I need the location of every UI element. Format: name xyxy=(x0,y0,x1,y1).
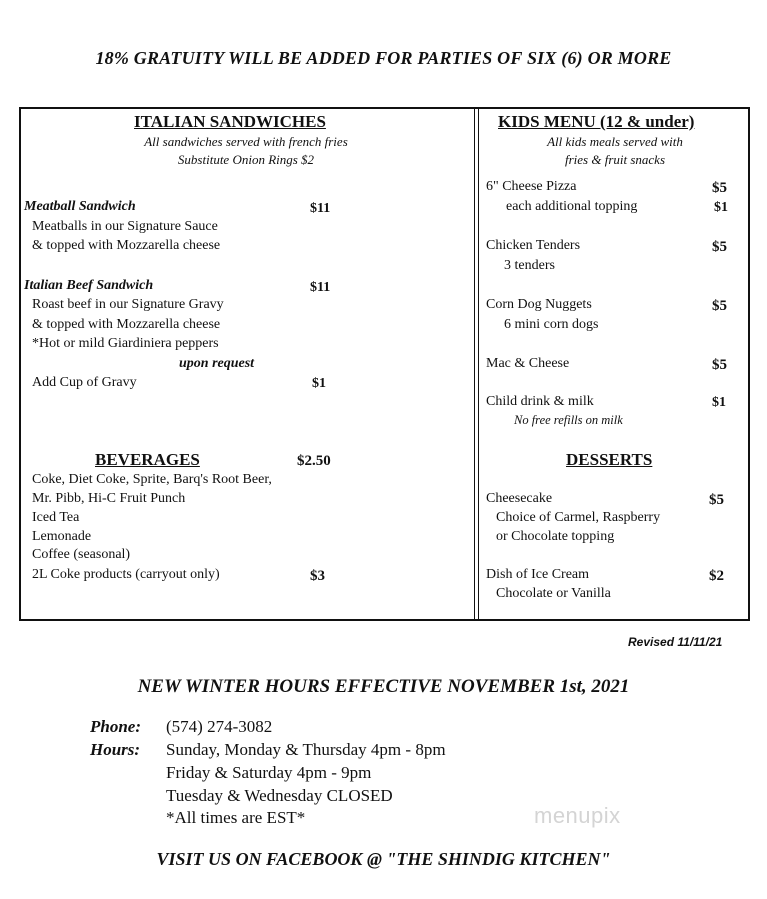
hours-line-2: Friday & Saturday 4pm - 9pm xyxy=(166,763,372,782)
beverages-line-4: Lemonade xyxy=(32,529,92,544)
beverages-price: $2.50 xyxy=(297,453,331,469)
beverages-line-5: Coffee (seasonal) xyxy=(32,547,131,562)
desserts-title: DESSERTS xyxy=(566,450,653,469)
mac-and-cheese-name: Mac & Cheese xyxy=(486,356,570,371)
child-drink-note: No free refills on milk xyxy=(514,413,623,427)
kids-menu-title: KIDS MENU (12 & under) xyxy=(498,112,695,131)
hours-line-1: Sunday, Monday & Thursday 4pm - 8pm xyxy=(166,740,446,759)
beverages-line-2: Mr. Pibb, Hi-C Fruit Punch xyxy=(32,491,186,506)
chicken-tenders-name: Chicken Tenders xyxy=(486,238,581,253)
child-drink-name: Child drink & milk xyxy=(486,394,594,409)
column-divider xyxy=(474,107,479,621)
gratuity-notice: 18% GRATUITY WILL BE ADDED FOR PARTIES OF SIX (6) OR MORE xyxy=(95,48,672,68)
child-drink-price: $1 xyxy=(712,395,726,410)
italian-sandwiches-subtitle-2: Substitute Onion Rings $2 xyxy=(177,152,315,167)
italian-sandwiches-title: ITALIAN SANDWICHES xyxy=(134,112,326,131)
corn-dog-nuggets-price: $5 xyxy=(712,298,727,314)
beverages-line-6-price: $3 xyxy=(310,568,325,584)
kids-menu-subtitle-2: fries & fruit snacks xyxy=(564,152,666,167)
meatball-sandwich-desc-1: Meatballs in our Signature Sauce xyxy=(32,219,218,234)
ice-cream-desc: Chocolate or Vanilla xyxy=(496,586,611,601)
ice-cream-name: Dish of Ice Cream xyxy=(486,567,590,582)
meatball-sandwich-desc-2: & topped with Mozzarella cheese xyxy=(32,238,221,253)
hours-line-4: *All times are EST* xyxy=(166,808,306,827)
add-gravy-name: Add Cup of Gravy xyxy=(32,375,137,390)
hours-line-3: Tuesday & Wednesday CLOSED xyxy=(166,786,393,805)
mac-and-cheese-price: $5 xyxy=(712,357,727,373)
facebook-notice: VISIT US ON FACEBOOK @ "THE SHINDIG KITCHEN" xyxy=(156,849,611,869)
italian-beef-desc-4: upon request xyxy=(179,356,255,371)
hours-label: Hours: xyxy=(90,740,141,759)
italian-sandwiches-subtitle-1: All sandwiches served with french fries xyxy=(144,134,348,149)
cheese-pizza-price: $5 xyxy=(712,180,727,196)
beverages-line-3: Iced Tea xyxy=(32,510,80,525)
menupix-watermark: menupix xyxy=(534,803,621,828)
italian-beef-desc-1: Roast beef in our Signature Gravy xyxy=(32,297,224,312)
ice-cream-price: $2 xyxy=(709,568,724,584)
cheese-pizza-name: 6" Cheese Pizza xyxy=(486,179,577,194)
pizza-topping-price: $1 xyxy=(714,200,728,215)
menu-box xyxy=(19,107,750,621)
meatball-sandwich-name: Meatball Sandwich xyxy=(24,199,136,214)
beverages-line-1: Coke, Diet Coke, Sprite, Barq's Root Beer, xyxy=(32,472,272,487)
italian-beef-desc-3: *Hot or mild Giardiniera peppers xyxy=(32,336,219,351)
cheesecake-price: $5 xyxy=(709,492,724,508)
cheesecake-desc-1: Choice of Carmel, Raspberry xyxy=(496,510,661,525)
phone-label: Phone: xyxy=(90,717,141,736)
italian-beef-sandwich-price: $11 xyxy=(310,280,331,295)
revised-date: Revised 11/11/21 xyxy=(628,635,723,649)
italian-beef-desc-2: & topped with Mozzarella cheese xyxy=(32,317,221,332)
beverages-title: BEVERAGES xyxy=(95,450,200,469)
winter-hours-heading: NEW WINTER HOURS EFFECTIVE NOVEMBER 1st, 2021 xyxy=(137,676,630,697)
pizza-topping-name: each additional topping xyxy=(506,199,638,214)
chicken-tenders-price: $5 xyxy=(712,239,727,255)
add-gravy-price: $1 xyxy=(312,376,326,391)
cheesecake-name: Cheesecake xyxy=(486,491,553,506)
corn-dog-nuggets-desc: 6 mini corn dogs xyxy=(504,317,599,332)
italian-beef-sandwich-name: Italian Beef Sandwich xyxy=(24,278,154,293)
cheesecake-desc-2: or Chocolate topping xyxy=(496,529,615,544)
kids-menu-subtitle-1: All kids meals served with xyxy=(547,134,683,149)
beverages-line-6: 2L Coke products (carryout only) xyxy=(32,567,220,582)
chicken-tenders-desc: 3 tenders xyxy=(504,258,555,273)
phone-number: (574) 274-3082 xyxy=(166,717,273,736)
corn-dog-nuggets-name: Corn Dog Nuggets xyxy=(486,297,592,312)
meatball-sandwich-price: $11 xyxy=(310,201,331,216)
